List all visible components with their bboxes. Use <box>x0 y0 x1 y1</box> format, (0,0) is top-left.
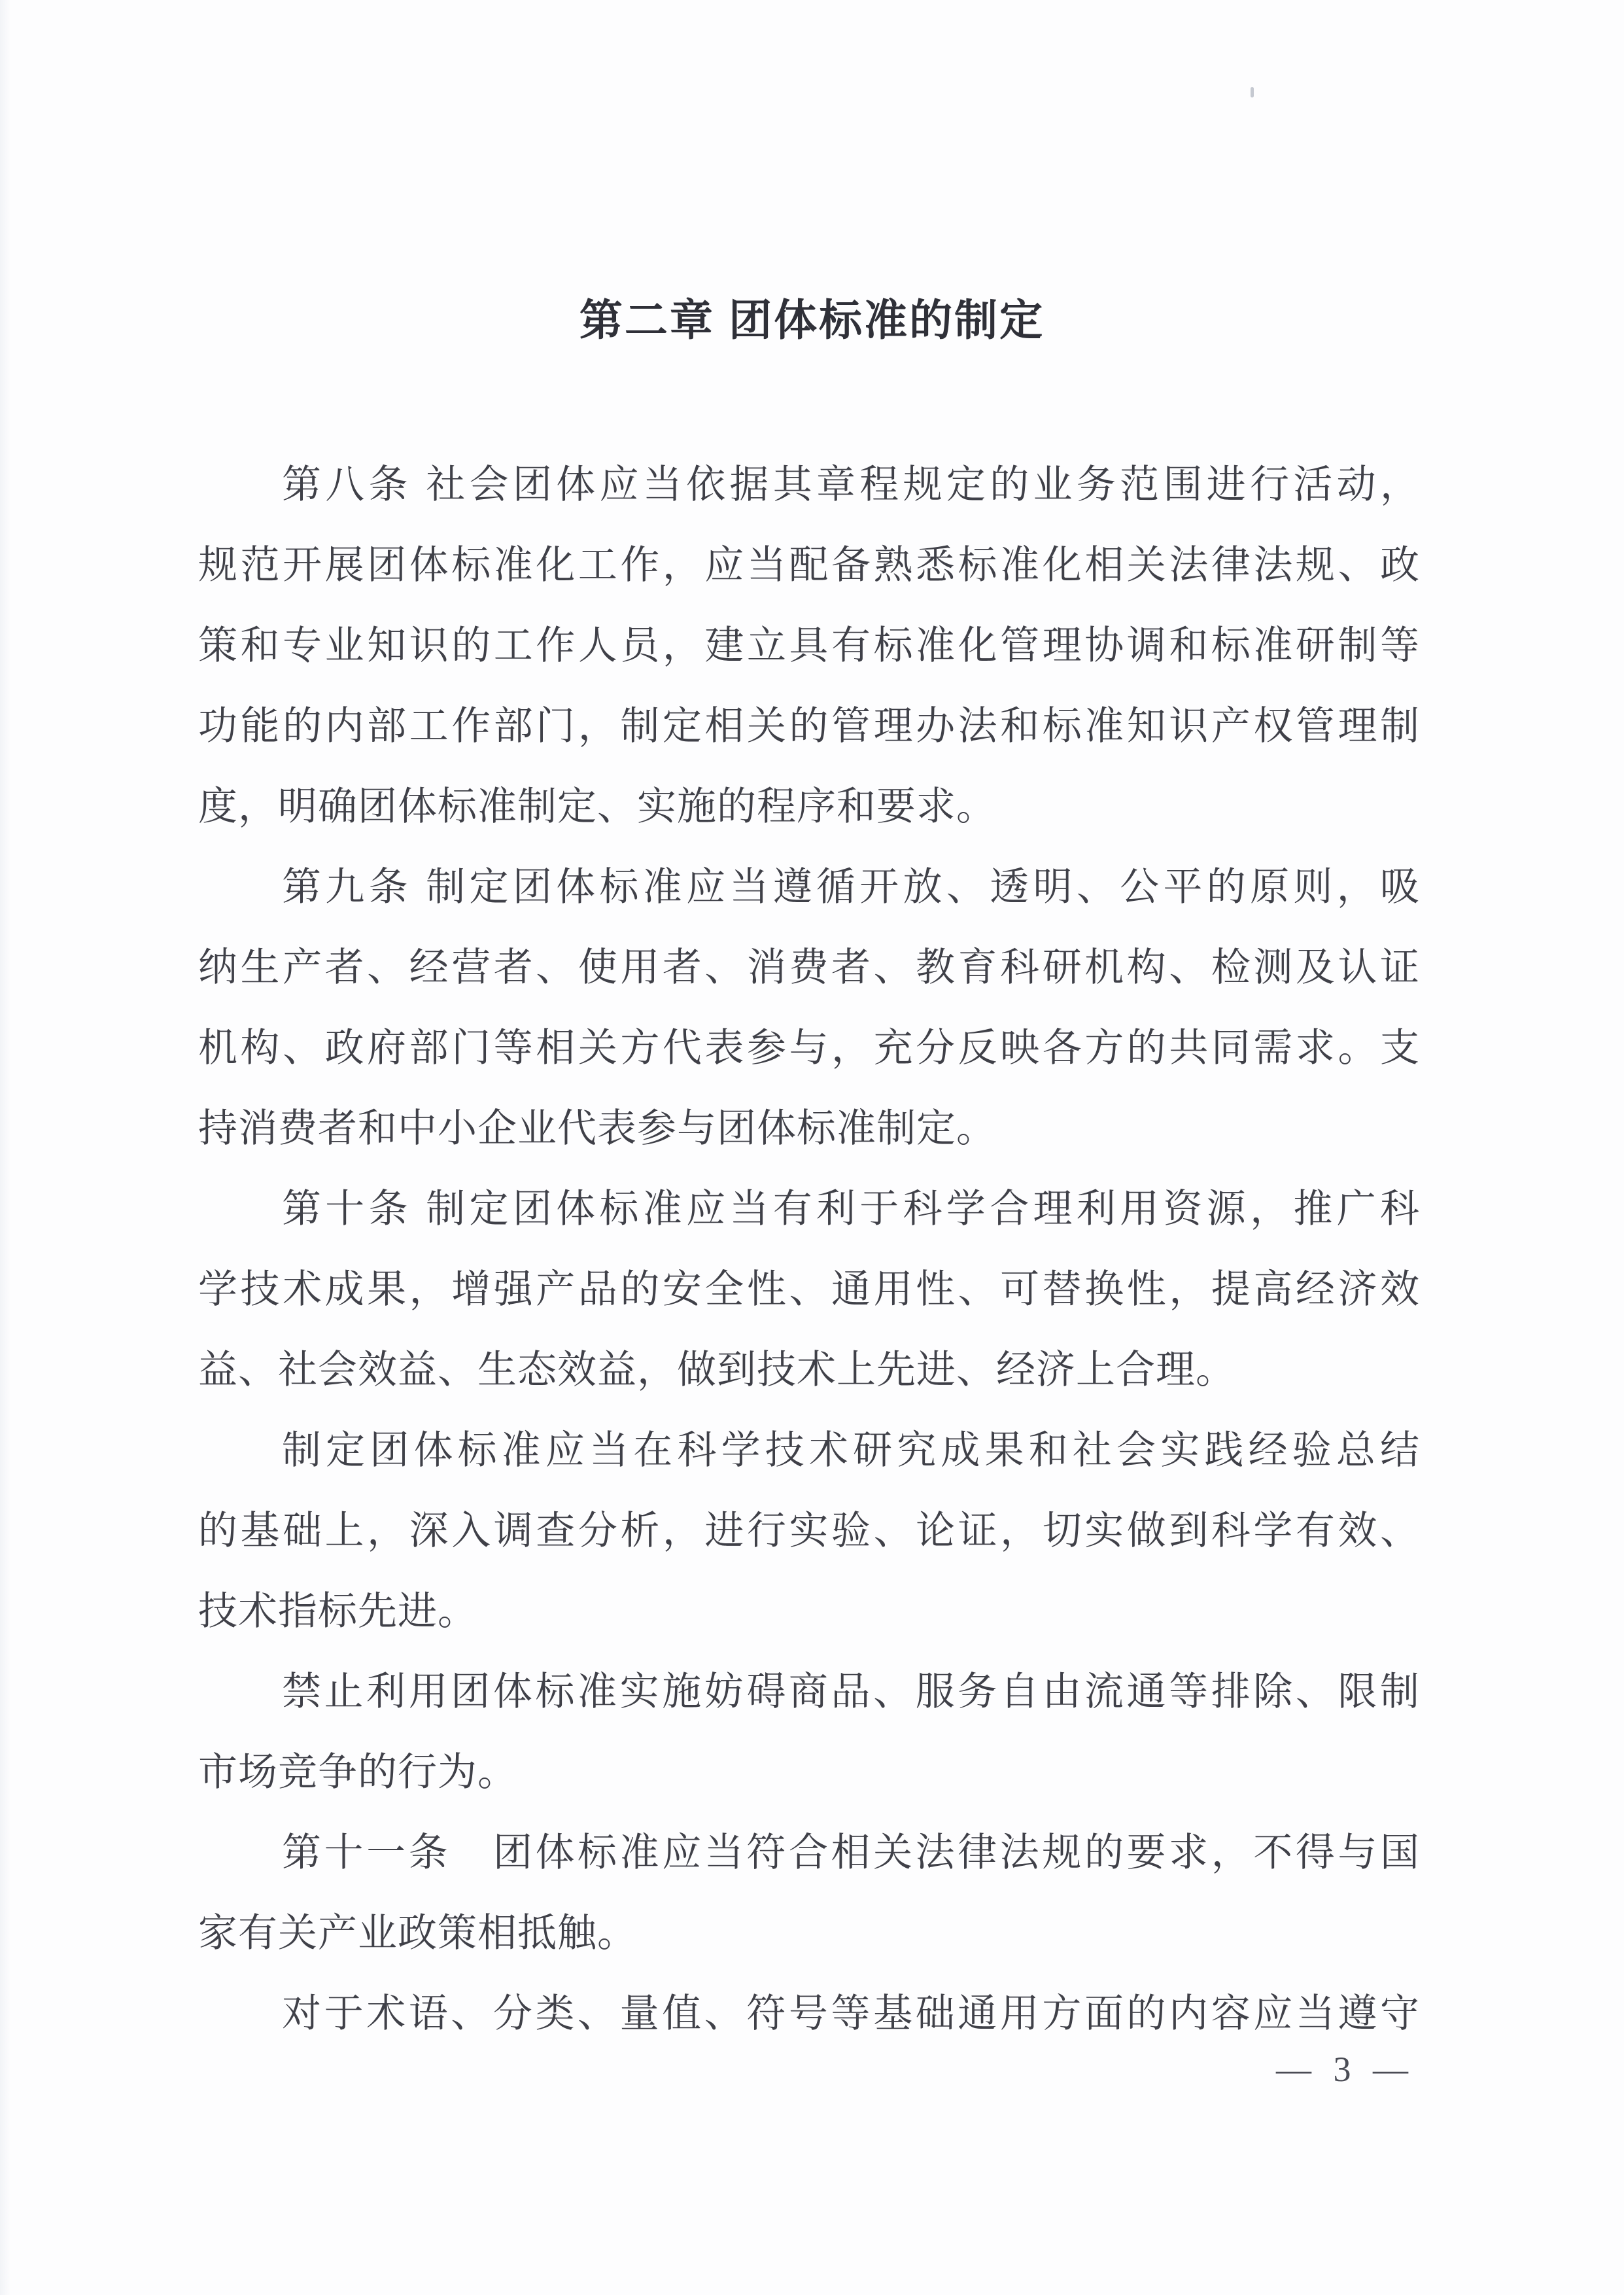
body-line: 规范开展团体标准化工作，应当配备熟悉标准化相关法律法规、政 <box>198 544 1420 587</box>
scan-edge-shadow <box>0 0 10 2295</box>
body-line: 禁止利用团体标准实施妨碍商品、服务自由流通等排除、限制 <box>282 1670 1420 1713</box>
body-line: 的基础上，深入调查分析，进行实验、论证，切实做到科学有效、 <box>198 1509 1420 1552</box>
body-line: 学技术成果，增强产品的安全性、通用性、可替换性，提高经济效 <box>198 1268 1420 1311</box>
body-line: 纳生产者、经营者、使用者、消费者、教育科研机构、检测及认证 <box>198 946 1420 989</box>
body-line: 功能的内部工作部门，制定相关的管理办法和标准知识产权管理制 <box>198 705 1420 748</box>
body-line: 市场竞争的行为。 <box>198 1751 517 1794</box>
document-body <box>198 445 1420 2054</box>
body-line: 第十条 制定团体标准应当有利于科学合理利用资源，推广科 <box>282 1187 1420 1231</box>
body-line: 技术指标先进。 <box>198 1590 477 1633</box>
body-line: 家有关产业政策相抵触。 <box>198 1912 637 1955</box>
body-line: 第八条 社会团体应当依据其章程规定的业务范围进行活动， <box>282 463 1420 506</box>
body-line: 持消费者和中小企业代表参与团体标准制定。 <box>198 1107 996 1150</box>
body-line: 第九条 制定团体标准应当遵循开放、透明、公平的原则，吸 <box>282 866 1420 909</box>
body-line: 第十一条 团体标准应当符合相关法律法规的要求，不得与国 <box>282 1831 1420 1874</box>
body-line: 对于术语、分类、量值、符号等基础通用方面的内容应当遵守 <box>282 1992 1420 2035</box>
page-number: — 3 — <box>1276 2050 1415 2089</box>
body-line: 益、社会效益、生态效益，做到技术上先进、经济上合理。 <box>198 1348 1235 1392</box>
body-line: 策和专业知识的工作人员，建立具有标准化管理协调和标准研制等 <box>198 624 1420 667</box>
body-line: 制定团体标准应当在科学技术研究成果和社会实践经验总结 <box>282 1429 1420 1472</box>
scan-speck <box>1251 87 1254 97</box>
chapter-title: 第二章 团体标准的制定 <box>579 296 1045 344</box>
body-line: 度，明确团体标准制定、实施的程序和要求。 <box>198 785 996 828</box>
body-line: 机构、政府部门等相关方代表参与，充分反映各方的共同需求。支 <box>198 1026 1420 1070</box>
